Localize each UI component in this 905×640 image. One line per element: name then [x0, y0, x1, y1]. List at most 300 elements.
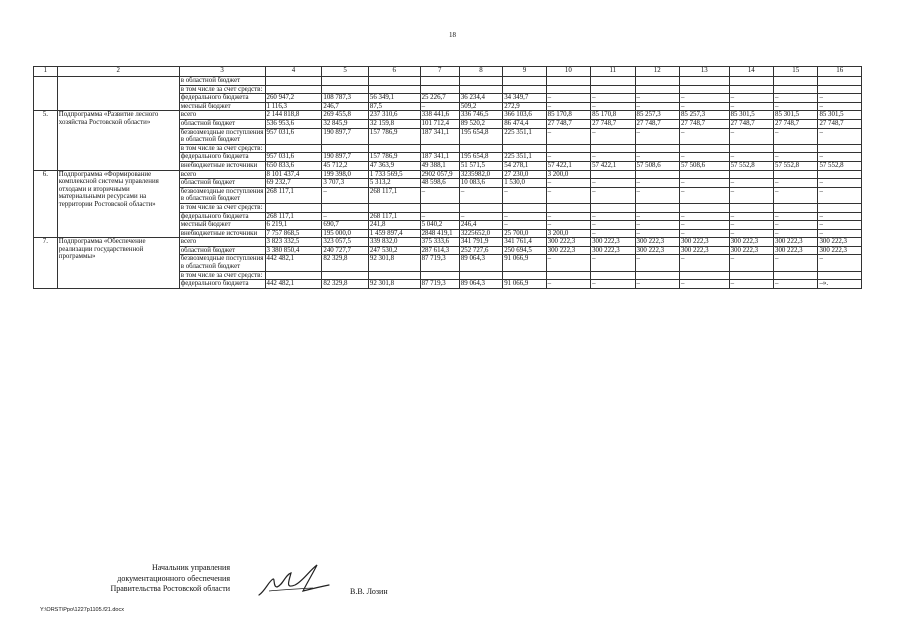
amount-cell: 27 748,7 — [546, 119, 590, 128]
amount-cell: 48 598,6 — [420, 179, 459, 188]
amount-cell: 268 117,1 — [368, 187, 420, 203]
table-row — [34, 212, 862, 221]
amount-cell: 957 031,6 — [265, 153, 322, 162]
table-row — [34, 170, 862, 179]
amount-cell — [729, 271, 773, 280]
amount-cell: – — [635, 128, 679, 144]
amount-cell: – — [420, 102, 459, 111]
amount-cell: 225 351,1 — [503, 153, 546, 162]
table-row — [34, 238, 862, 247]
amount-cell: 300 222,3 — [546, 238, 590, 247]
amount-cell: 27 230,0 — [503, 170, 546, 179]
amount-cell — [546, 85, 590, 94]
amount-cell: – — [591, 212, 635, 221]
amount-cell: – — [679, 102, 729, 111]
amount-cell: 85 301,5 — [818, 111, 862, 120]
amount-cell: 87 719,3 — [420, 255, 459, 271]
funding-source: федерального бюджета — [179, 280, 265, 289]
amount-cell: 268 117,1 — [368, 212, 420, 221]
amount-cell: – — [774, 94, 818, 103]
amount-cell: – — [774, 229, 818, 238]
amount-cell: 6 219,1 — [265, 221, 322, 230]
amount-cell — [368, 203, 420, 212]
program-name — [57, 229, 179, 238]
amount-cell: 3225652,0 — [459, 229, 502, 238]
program-number — [34, 179, 58, 188]
amount-cell: 32 159,8 — [368, 119, 420, 128]
signatory-name: В.В. Лозин — [350, 587, 388, 596]
amount-cell: – — [774, 128, 818, 144]
amount-cell: – — [774, 179, 818, 188]
amount-cell: – — [774, 102, 818, 111]
amount-cell: 287 614,3 — [420, 246, 459, 255]
program-number — [34, 187, 58, 203]
amount-cell — [679, 77, 729, 86]
program-number — [34, 255, 58, 271]
amount-cell: 57 552,8 — [818, 161, 862, 170]
amount-cell — [774, 271, 818, 280]
amount-cell: – — [635, 212, 679, 221]
amount-cell: 57 422,1 — [591, 161, 635, 170]
amount-cell: 300 222,3 — [591, 238, 635, 247]
amount-cell — [591, 203, 635, 212]
amount-cell: 47 363,9 — [368, 161, 420, 170]
amount-cell: 1 733 569,5 — [368, 170, 420, 179]
amount-cell: 27 748,7 — [591, 119, 635, 128]
amount-cell: – — [818, 153, 862, 162]
amount-cell: 247 530,2 — [368, 246, 420, 255]
amount-cell: – — [591, 94, 635, 103]
amount-cell: – — [322, 187, 369, 203]
file-path: Y:\ORST\Ppo\1227p1105.f21.docx — [40, 607, 124, 613]
amount-cell — [774, 144, 818, 153]
amount-cell: 300 222,3 — [774, 246, 818, 255]
amount-cell: – — [546, 187, 590, 203]
amount-cell: – — [546, 255, 590, 271]
funding-source: федерального бюджета — [179, 153, 265, 162]
amount-cell: – — [679, 255, 729, 271]
amount-cell: 237 310,6 — [368, 111, 420, 120]
amount-cell: – — [635, 187, 679, 203]
amount-cell: – — [818, 128, 862, 144]
amount-cell: 85 257,3 — [679, 111, 729, 120]
program-number — [34, 246, 58, 255]
amount-cell — [322, 77, 369, 86]
program-number — [34, 94, 58, 103]
amount-cell: – — [679, 94, 729, 103]
amount-cell: – — [818, 187, 862, 203]
amount-cell: 650 833,6 — [265, 161, 322, 170]
amount-cell: – — [679, 179, 729, 188]
amount-cell — [459, 271, 502, 280]
amount-cell: – — [729, 187, 773, 203]
amount-cell: – — [591, 255, 635, 271]
funding-source: федерального бюджета — [179, 212, 265, 221]
program-name — [57, 271, 179, 280]
amount-cell — [420, 271, 459, 280]
amount-cell — [729, 85, 773, 94]
amount-cell: 1 116,3 — [265, 102, 322, 111]
table-row — [34, 271, 862, 280]
program-name — [57, 144, 179, 153]
amount-cell — [368, 77, 420, 86]
amount-cell: 195 654,8 — [459, 128, 502, 144]
amount-cell — [679, 203, 729, 212]
funding-source: местный бюджет — [179, 102, 265, 111]
amount-cell: 8 101 437,4 — [265, 170, 322, 179]
program-name — [57, 161, 179, 170]
amount-cell: – — [679, 153, 729, 162]
amount-cell: 300 222,3 — [818, 238, 862, 247]
funding-source: всего — [179, 111, 265, 120]
funding-source: внебюджетные источники — [179, 161, 265, 170]
amount-cell: 92 301,8 — [368, 280, 420, 289]
amount-cell — [774, 203, 818, 212]
amount-cell — [368, 271, 420, 280]
amount-cell: 300 222,3 — [729, 246, 773, 255]
amount-cell: 300 222,3 — [729, 238, 773, 247]
program-name — [57, 153, 179, 162]
amount-cell: 87,5 — [368, 102, 420, 111]
funding-source: областной бюджет — [179, 119, 265, 128]
amount-cell — [459, 77, 502, 86]
amount-cell — [503, 203, 546, 212]
amount-cell: – — [635, 221, 679, 230]
budget-table — [33, 66, 862, 289]
amount-cell: 246,7 — [322, 102, 369, 111]
program-number — [34, 102, 58, 111]
table-row — [34, 94, 862, 103]
funding-source: областной бюджет — [179, 179, 265, 188]
amount-cell: – — [774, 212, 818, 221]
amount-cell: 957 031,6 — [265, 128, 322, 144]
column-number: 6 — [368, 67, 420, 77]
funding-source: безвозмездные поступления в областной бюджет — [180, 128, 264, 144]
amount-cell: – — [635, 255, 679, 271]
amount-cell: 82 329,8 — [322, 255, 369, 271]
amount-cell — [546, 271, 590, 280]
amount-cell: – — [546, 280, 590, 289]
signatory-title — [40, 563, 230, 595]
amount-cell — [322, 85, 369, 94]
program-number — [34, 144, 58, 153]
column-number: 7 — [420, 67, 459, 77]
column-number: 5 — [322, 67, 369, 77]
program-name — [57, 128, 179, 144]
table-row — [34, 111, 862, 120]
amount-cell: – — [729, 229, 773, 238]
funding-source: областной бюджет — [179, 246, 265, 255]
amount-cell — [729, 203, 773, 212]
amount-cell: –». — [818, 280, 862, 289]
amount-cell: – — [729, 153, 773, 162]
amount-cell: 338 441,6 — [420, 111, 459, 120]
amount-cell — [265, 85, 322, 94]
program-number — [34, 212, 58, 221]
amount-cell: 89 064,3 — [459, 280, 502, 289]
signatory-title-line: Правительства Ростовской области — [110, 584, 230, 593]
program-name-text: Подпрограмма «Обеспечение реализации государственной программы» — [58, 238, 146, 261]
program-number: 5. — [34, 111, 58, 120]
funding-source: внебюджетные источники — [179, 229, 265, 238]
amount-cell: – — [729, 280, 773, 289]
amount-cell — [546, 203, 590, 212]
amount-cell: – — [591, 221, 635, 230]
amount-cell: 34 349,7 — [503, 94, 546, 103]
amount-cell — [459, 203, 502, 212]
table-row — [34, 221, 862, 230]
amount-cell — [591, 77, 635, 86]
amount-cell: 3 380 850,4 — [265, 246, 322, 255]
amount-cell: – — [818, 255, 862, 271]
amount-cell — [679, 144, 729, 153]
amount-cell: 268 117,1 — [265, 212, 322, 221]
amount-cell: – — [774, 187, 818, 203]
amount-cell: – — [729, 212, 773, 221]
amount-cell: 300 222,3 — [635, 246, 679, 255]
amount-cell: – — [679, 128, 729, 144]
program-name — [57, 280, 179, 289]
amount-cell: – — [818, 212, 862, 221]
amount-cell: 86 474,4 — [503, 119, 546, 128]
column-number: 16 — [818, 67, 862, 77]
amount-cell: – — [591, 229, 635, 238]
amount-cell: 45 712,2 — [322, 161, 369, 170]
amount-cell — [635, 203, 679, 212]
amount-cell — [818, 271, 862, 280]
amount-cell — [729, 170, 773, 179]
amount-cell: – — [729, 102, 773, 111]
funding-source: федерального бюджета — [179, 94, 265, 103]
amount-cell: – — [546, 153, 590, 162]
amount-cell: 85 301,5 — [729, 111, 773, 120]
amount-cell — [729, 144, 773, 153]
amount-cell: – — [635, 153, 679, 162]
amount-cell: 300 222,3 — [546, 246, 590, 255]
amount-cell: 108 787,3 — [322, 94, 369, 103]
column-number: 15 — [774, 67, 818, 77]
amount-cell: – — [503, 212, 546, 221]
program-number — [34, 85, 58, 94]
amount-cell: 2848 419,1 — [420, 229, 459, 238]
amount-cell: – — [635, 280, 679, 289]
table-row — [34, 144, 862, 153]
amount-cell: – — [546, 221, 590, 230]
program-number — [34, 203, 58, 212]
amount-cell: 7 757 868,5 — [265, 229, 322, 238]
amount-cell: – — [591, 153, 635, 162]
amount-cell — [591, 170, 635, 179]
amount-cell — [546, 144, 590, 153]
amount-cell: 57 422,1 — [546, 161, 590, 170]
program-name — [57, 238, 179, 261]
amount-cell: 690,7 — [322, 221, 369, 230]
amount-cell: 300 222,3 — [679, 246, 729, 255]
column-number: 4 — [265, 67, 322, 77]
amount-cell: – — [503, 221, 546, 230]
amount-cell — [420, 203, 459, 212]
amount-cell: 190 897,7 — [322, 153, 369, 162]
table-row — [34, 85, 862, 94]
amount-cell: 252 727,6 — [459, 246, 502, 255]
amount-cell — [591, 271, 635, 280]
table-row — [34, 153, 862, 162]
amount-cell: 509,2 — [459, 102, 502, 111]
amount-cell — [818, 77, 862, 86]
amount-cell — [459, 144, 502, 153]
amount-cell: 187 341,1 — [420, 128, 459, 144]
amount-cell: – — [679, 280, 729, 289]
amount-cell — [635, 271, 679, 280]
amount-cell: 157 786,9 — [368, 153, 420, 162]
amount-cell: 57 552,8 — [774, 161, 818, 170]
amount-cell: 85 170,8 — [546, 111, 590, 120]
amount-cell: 54 278,1 — [503, 161, 546, 170]
amount-cell: 10 083,6 — [459, 179, 502, 188]
amount-cell: 442 482,1 — [265, 280, 322, 289]
amount-cell: 57 508,6 — [679, 161, 729, 170]
amount-cell: 323 057,5 — [322, 238, 369, 247]
program-name — [57, 77, 179, 86]
amount-cell: 27 748,7 — [729, 119, 773, 128]
column-number: 3 — [179, 67, 265, 77]
amount-cell: – — [459, 212, 502, 221]
column-number: 12 — [635, 67, 679, 77]
amount-cell: – — [729, 94, 773, 103]
table-row — [34, 280, 862, 289]
amount-cell: 3 823 332,5 — [265, 238, 322, 247]
amount-cell: 57 552,8 — [729, 161, 773, 170]
funding-source: в областной бюджет — [179, 77, 265, 86]
amount-cell: 1 459 897,4 — [368, 229, 420, 238]
amount-cell: 27 748,7 — [635, 119, 679, 128]
amount-cell: 272,9 — [503, 102, 546, 111]
program-name-text: Подпрограмма «Формирование комплексной системы управления отходами и вторичными материальными ресурсами на территории Ростовской области» — [58, 170, 159, 208]
amount-cell — [459, 85, 502, 94]
column-number: 1 — [34, 67, 58, 77]
amount-cell — [503, 77, 546, 86]
amount-cell: – — [591, 102, 635, 111]
column-number: 10 — [546, 67, 590, 77]
table-row — [34, 161, 862, 170]
amount-cell: – — [774, 255, 818, 271]
amount-cell — [679, 85, 729, 94]
program-number — [34, 119, 58, 128]
amount-cell: – — [818, 179, 862, 188]
amount-cell: 91 066,9 — [503, 280, 546, 289]
amount-cell: 240 727,7 — [322, 246, 369, 255]
program-name-text: Подпрограмма «Развитие лесного хозяйства Ростовской области» — [58, 111, 159, 126]
amount-cell: – — [591, 128, 635, 144]
amount-cell — [818, 203, 862, 212]
amount-cell: 101 712,4 — [420, 119, 459, 128]
amount-cell — [774, 77, 818, 86]
program-number — [34, 221, 58, 230]
signatory-title-line: документационного обеспечения — [117, 573, 230, 583]
program-name — [57, 212, 179, 221]
amount-cell: – — [774, 153, 818, 162]
amount-cell: 51 571,5 — [459, 161, 502, 170]
amount-cell: – — [591, 187, 635, 203]
amount-cell: 260 947,2 — [265, 94, 322, 103]
amount-cell: 195 654,8 — [459, 153, 502, 162]
funding-source: в том числе за счет средств: — [179, 144, 265, 153]
program-number — [34, 280, 58, 289]
amount-cell: – — [774, 280, 818, 289]
amount-cell: 3235982,0 — [459, 170, 502, 179]
amount-cell: – — [459, 187, 502, 203]
amount-cell: – — [635, 229, 679, 238]
amount-cell — [265, 77, 322, 86]
program-name — [57, 221, 179, 230]
amount-cell: – — [546, 94, 590, 103]
amount-cell: 341 761,4 — [503, 238, 546, 247]
amount-cell: 268 117,1 — [265, 187, 322, 203]
amount-cell: 3 200,0 — [546, 229, 590, 238]
page-number: 18 — [449, 31, 456, 39]
program-number — [34, 271, 58, 280]
amount-cell: – — [679, 187, 729, 203]
amount-cell: 49 388,1 — [420, 161, 459, 170]
amount-cell: 69 232,7 — [265, 179, 322, 188]
column-number: 13 — [679, 67, 729, 77]
amount-cell: 56 349,1 — [368, 94, 420, 103]
amount-cell — [265, 271, 322, 280]
program-name — [57, 170, 179, 208]
column-number: 9 — [503, 67, 546, 77]
amount-cell: 246,4 — [459, 221, 502, 230]
amount-cell — [818, 170, 862, 179]
amount-cell: – — [635, 94, 679, 103]
amount-cell: 25 700,0 — [503, 229, 546, 238]
table-row — [34, 77, 862, 86]
amount-cell: 300 222,3 — [679, 238, 729, 247]
amount-cell: 3 200,0 — [546, 170, 590, 179]
funding-source: безвозмездные поступления в областной бюджет — [180, 187, 264, 203]
amount-cell — [679, 271, 729, 280]
amount-cell: 336 746,5 — [459, 111, 502, 120]
funding-source: в том числе за счет средств: — [179, 271, 265, 280]
amount-cell — [420, 144, 459, 153]
amount-cell: 341 791,9 — [459, 238, 502, 247]
amount-cell: – — [729, 221, 773, 230]
amount-cell — [591, 85, 635, 94]
amount-cell: – — [729, 128, 773, 144]
amount-cell: 2902 057,9 — [420, 170, 459, 179]
amount-cell — [503, 85, 546, 94]
amount-cell: – — [774, 221, 818, 230]
amount-cell: 89 064,3 — [459, 255, 502, 271]
amount-cell — [774, 85, 818, 94]
amount-cell: 36 234,4 — [459, 94, 502, 103]
handwritten-signature — [255, 561, 335, 601]
amount-cell: 339 832,0 — [368, 238, 420, 247]
amount-cell — [635, 170, 679, 179]
column-number: 8 — [459, 67, 502, 77]
amount-cell: 27 748,7 — [818, 119, 862, 128]
amount-cell: 27 748,7 — [679, 119, 729, 128]
program-name — [57, 102, 179, 111]
amount-cell: – — [420, 212, 459, 221]
amount-cell: 195 000,0 — [322, 229, 369, 238]
amount-cell: 92 301,8 — [368, 255, 420, 271]
amount-cell — [368, 85, 420, 94]
amount-cell: 366 103,6 — [503, 111, 546, 120]
amount-cell: 85 257,3 — [635, 111, 679, 120]
amount-cell: – — [818, 229, 862, 238]
funding-source: местный бюджет — [179, 221, 265, 230]
funding-source: в том числе за счет средств: — [179, 203, 265, 212]
